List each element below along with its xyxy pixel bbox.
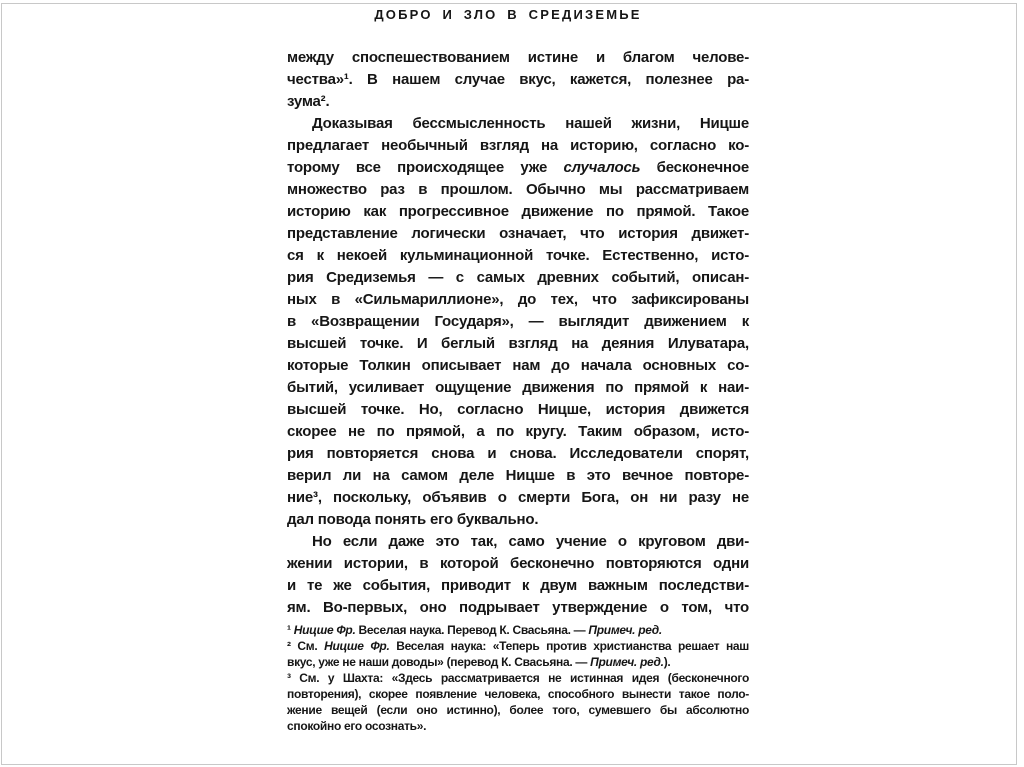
text-line: рия Средиземья — с самых древних событий, описан- xyxy=(287,269,749,286)
text-line: ние³, поскольку, объявив о смерти Бога, он ни разу не xyxy=(287,489,749,506)
text-line: предлагает необычный взгляд на историю, согласно ко- xyxy=(287,137,749,154)
footnote-line: повторения), скорее появление человека, способного вынести такое поло- xyxy=(287,687,749,701)
text-line: рия повторяется снова и снова. Исследователи спорят, xyxy=(287,445,749,462)
text-line: историю как прогрессивное движение по прямой. Такое xyxy=(287,203,749,220)
text-line: представление логически означает, что история движет- xyxy=(287,225,749,242)
text-line: верил ли на самом деле Ницше в это вечное повторе- xyxy=(287,467,749,484)
footnote-line: ¹ Ницше Фр. Веселая наука. Перевод К. Свасьяна. — Примеч. ред. xyxy=(287,623,662,637)
running-header: ДОБРО И ЗЛО В СРЕДИЗЕМЬЕ xyxy=(374,7,642,22)
text-line: которые Толкин описывает нам до начала основных со- xyxy=(287,357,749,374)
text-line: торому все происходящее уже случалось бесконечное xyxy=(287,159,750,176)
text-line: ных в «Сильмариллионе», до тех, что зафиксированы xyxy=(287,291,749,308)
footnote-line: жение вещей (если оно истинно), более того, сумевшего бы абсолютно xyxy=(287,703,749,717)
text-line: и те же события, приводит к двум важным последстви- xyxy=(287,577,749,594)
text-line: жении истории, в которой бесконечно повторяются одни xyxy=(287,555,749,572)
footnote-line: спокойно его осознать». xyxy=(287,719,427,733)
text-line: скорее не по прямой, а по кругу. Таким образом, исто- xyxy=(287,423,749,440)
body-text xyxy=(287,47,749,619)
text-line: Но если даже это так, само учение о круговом дви- xyxy=(312,533,749,550)
text-line: высшей точке. И беглый взгляд на деяния Илуватара, xyxy=(287,335,749,352)
text-line: высшей точке. Но, согласно Ницше, история движется xyxy=(287,401,749,418)
text-line: ся к некоей кульминационной точке. Естественно, исто- xyxy=(287,247,749,264)
footnote-line: ³ См. у Шахта: «Здесь рассматривается не истинная идея (бесконечного xyxy=(287,671,749,685)
text-line: Доказывая бессмысленность нашей жизни, Ницше xyxy=(312,115,749,132)
text-line: в «Возвращении Государя», — выглядит движением к xyxy=(287,313,749,330)
footnote-line: вкус, уже не наши доводы» (перевод К. Свасьяна. — Примеч. ред.). xyxy=(287,655,671,669)
text-line: чества»¹. В нашем случае вкус, кажется, полезнее ра- xyxy=(287,71,749,88)
text-line: ям. Во-первых, оно подрывает утверждение о том, что xyxy=(287,599,749,616)
text-line: бытий, усиливает ощущение движения по прямой к наи- xyxy=(287,379,749,396)
text-line: множество раз в прошлом. Обычно мы рассматриваем xyxy=(287,181,749,198)
text-line: между споспешествованием истине и благом челове- xyxy=(287,49,749,66)
text-line: зума². xyxy=(287,93,330,110)
footnote-line: ² См. Ницше Фр. Веселая наука: «Теперь против христианства решает наш xyxy=(287,639,749,653)
footnotes xyxy=(287,622,749,734)
text-line: дал повода понять его буквально. xyxy=(287,511,539,528)
